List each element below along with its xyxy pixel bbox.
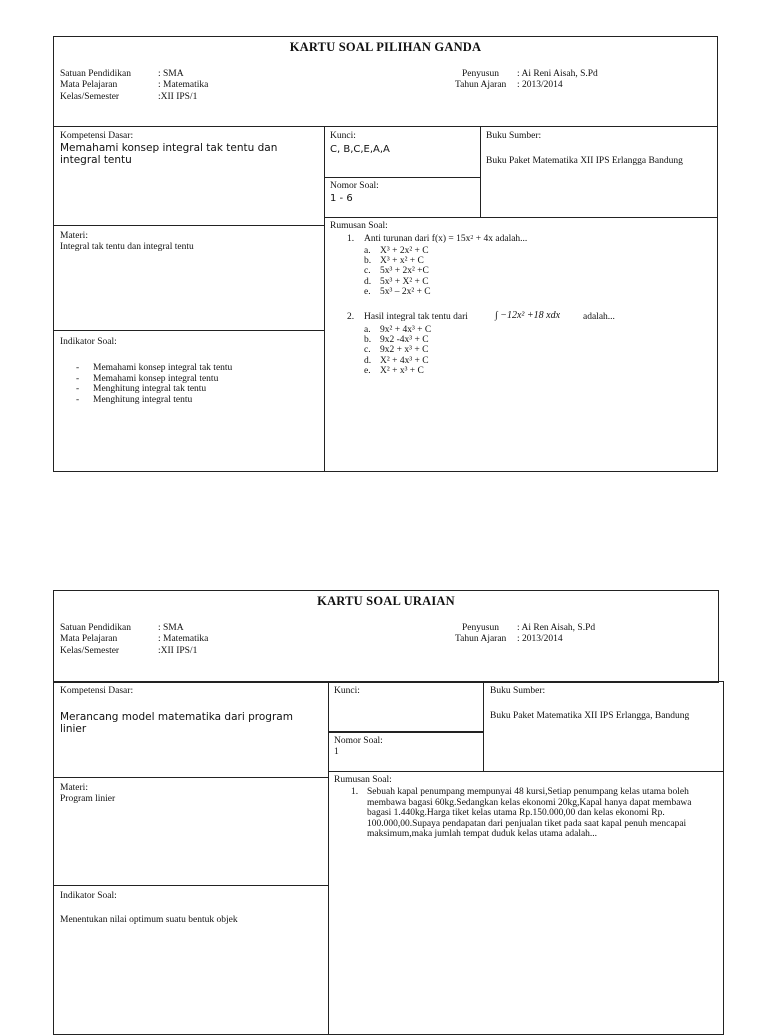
card1-kompetensi-cell [53, 126, 325, 226]
option-letter: e. [364, 286, 371, 297]
card1-title: KARTU SOAL PILIHAN GANDA [289, 40, 482, 54]
card1-kelas-label: Kelas/Semester [60, 92, 120, 102]
card1-nomor-cell [324, 177, 481, 218]
option-text: 5x³ + X² + C [380, 276, 429, 287]
option-letter: a. [364, 325, 371, 335]
dash: - [76, 373, 80, 384]
card-uraian [53, 590, 719, 683]
card1-nomor-label: Nomor Soal: [330, 181, 379, 191]
option-letter: b. [364, 256, 372, 267]
card1-mapel-label: Mata Pelajaran [60, 80, 118, 90]
card2-tahun-label: Tahun Ajaran [455, 634, 507, 644]
card2-kelas-value: :XII IPS/1 [158, 646, 198, 656]
list-item [364, 277, 431, 287]
card2-indikator-label: Indikator Soal: [60, 891, 117, 901]
q1-text-b: + 4x adalah... [473, 234, 528, 244]
indikator-text: Menghitung integral tak tentu [93, 384, 207, 394]
card2-materi-value: Program linier [60, 794, 116, 804]
card2-nomor-cell [328, 731, 484, 772]
card1-indikator-cell [53, 330, 325, 472]
card1-indikator-list [76, 363, 232, 405]
card2-mapel-label: Mata Pelajaran [60, 634, 118, 644]
card1-materi-label: Materi: [60, 231, 88, 241]
card2-penyusun-value: : Ai Ren Aisah, S.Pd [517, 623, 596, 633]
card1-kompetensi-text: Memahami konsep integral tak tentu dan integral tentu [60, 142, 278, 166]
card2-kompetensi-cell [53, 681, 329, 778]
card1-satuan-value: : SMA [158, 69, 184, 79]
card2-rumusan-label: Rumusan Soal: [334, 775, 392, 785]
card2-kelas-label: Kelas/Semester [60, 646, 120, 656]
option-text: 5x³ + 2x² +C [380, 266, 429, 277]
card1-buku-value: Buku Paket Matematika XII IPS Erlangga Bandung [486, 156, 683, 166]
card1-tahun-value: : 2013/2014 [517, 80, 563, 90]
q2-tail: adalah... [583, 312, 615, 322]
q1-options [364, 246, 431, 297]
card2-q1-text: Sebuah kapal penumpang mempunyai 48 kursi,Setiap penumpang kelas utama boleh membawa bagasi 60kg.Sedangkan kelas ekonomi 20kg,Kapal hanya dapat membawa bagasi 1.440kg.Harga tiket kelas utama Rp.150.000,00 dan kelas ekonomi Rp. 100.000,00.Supaya pendapatan dari penjualan tiket pada saat kapal penuh mencapai maksimum,maka jumlah tempat duduk kelas utama adalah... [367, 787, 692, 839]
list-item [76, 374, 232, 385]
q2-formula: ∫ −12x² +18 xdx [495, 310, 561, 321]
card2-buku-value: Buku Paket Matematika XII IPS Erlangga, Bandung [490, 711, 690, 721]
option-letter: c. [364, 266, 371, 277]
card1-nomor-value: 1 - 6 [330, 193, 353, 204]
card1-penyusun-value: : Ai Reni Aisah, S.Pd [517, 69, 598, 79]
card1-penyusun-label: Penyusun [462, 69, 499, 79]
card1-mapel-value: : Matematika [158, 80, 209, 90]
card2-buku-cell [483, 681, 724, 772]
card2-q1-number: 1. [351, 787, 359, 797]
q2-options [364, 325, 431, 376]
card2-mapel-value: : Matematika [158, 634, 209, 644]
list-item [76, 363, 232, 374]
card2-nomor-value: 1 [334, 747, 339, 757]
card2-kunci-label: Kunci: [334, 686, 360, 696]
card2-materi-cell [53, 777, 329, 886]
card1-kunci-cell [324, 126, 481, 178]
card1-kunci-label: Kunci: [330, 131, 356, 141]
card1-tahun-label: Tahun Ajaran [455, 80, 507, 90]
card1-kompetensi-label: Kompetensi Dasar: [60, 131, 134, 141]
list-item [364, 256, 431, 266]
q1-number: 1. [347, 234, 355, 244]
card2-kunci-cell [328, 681, 484, 733]
card1-rumusan-cell [324, 217, 718, 472]
card1-kelas-value: :XII IPS/1 [158, 92, 198, 102]
list-item [364, 287, 431, 297]
card1-materi-value: Integral tak tentu dan integral tentu [60, 242, 194, 252]
list-item [76, 395, 232, 406]
list-item [364, 345, 431, 355]
card1-satuan-label: Satuan Pendidikan [60, 69, 131, 79]
dash: - [76, 363, 80, 373]
card2-rumusan-cell [328, 771, 724, 1035]
option-text: 9x² + 4x³ + C [380, 325, 432, 335]
list-item [364, 335, 431, 345]
card1-buku-cell [480, 126, 718, 218]
card1-buku-label: Buku Sumber: [486, 131, 542, 141]
q1-text-a: Anti turunan dari f(x) = 15x [364, 234, 471, 244]
card1-rumusan-label: Rumusan Soal: [330, 221, 388, 231]
q1-exp: 2 [470, 235, 474, 241]
option-text: X³ + 2x² + C [380, 246, 429, 256]
option-letter: b. [364, 335, 372, 346]
option-text: X³ + x² + C [380, 256, 424, 267]
card2-kompetensi-label: Kompetensi Dasar: [60, 686, 134, 696]
card2-indikator-value: Menentukan nilai optimum suatu bentuk objek [60, 915, 238, 925]
card2-tahun-value: : 2013/2014 [517, 634, 563, 644]
card2-title: KARTU SOAL URAIAN [317, 594, 455, 608]
card1-indikator-label: Indikator Soal: [60, 337, 117, 347]
q1-text [364, 234, 527, 245]
option-text: X² + x³ + C [380, 365, 424, 376]
card1-materi-cell [53, 225, 325, 331]
option-letter: e. [364, 365, 371, 376]
card2-nomor-label: Nomor Soal: [334, 736, 383, 746]
q2-number: 2. [347, 312, 355, 322]
card2-penyusun-label: Penyusun [462, 623, 499, 633]
indikator-text: Menghitung integral tentu [93, 394, 193, 405]
dash: - [76, 384, 80, 394]
option-text: 9x2 + x³ + C [380, 345, 429, 356]
list-item [364, 325, 431, 335]
option-letter: c. [364, 345, 371, 356]
card2-kompetensi-text: Merancang model matematika dari program linier [60, 711, 293, 735]
option-text: X² + 4x³ + C [380, 355, 429, 366]
list-item [76, 384, 232, 395]
list-item [364, 246, 431, 256]
card2-buku-label: Buku Sumber: [490, 686, 546, 696]
dash: - [76, 394, 80, 405]
card1-kunci-value: C, B,C,E,A,A [330, 144, 390, 155]
option-letter: d. [364, 355, 372, 366]
list-item [364, 356, 431, 366]
option-text: 9x2 -4x³ + C [380, 335, 429, 346]
card2-materi-label: Materi: [60, 783, 88, 793]
indikator-text: Memahami konsep integral tentu [93, 373, 219, 384]
q2-text: Hasil integral tak tentu dari [364, 312, 468, 322]
card2-satuan-value: : SMA [158, 623, 184, 633]
list-item [364, 266, 431, 276]
card2-indikator-cell [53, 885, 329, 1035]
card2-satuan-label: Satuan Pendidikan [60, 623, 131, 633]
option-letter: d. [364, 276, 372, 287]
list-item [364, 366, 431, 376]
option-text: 5x³ – 2x² + C [380, 286, 431, 297]
option-letter: a. [364, 246, 371, 256]
indikator-text: Memahami konsep integral tak tentu [93, 363, 233, 373]
